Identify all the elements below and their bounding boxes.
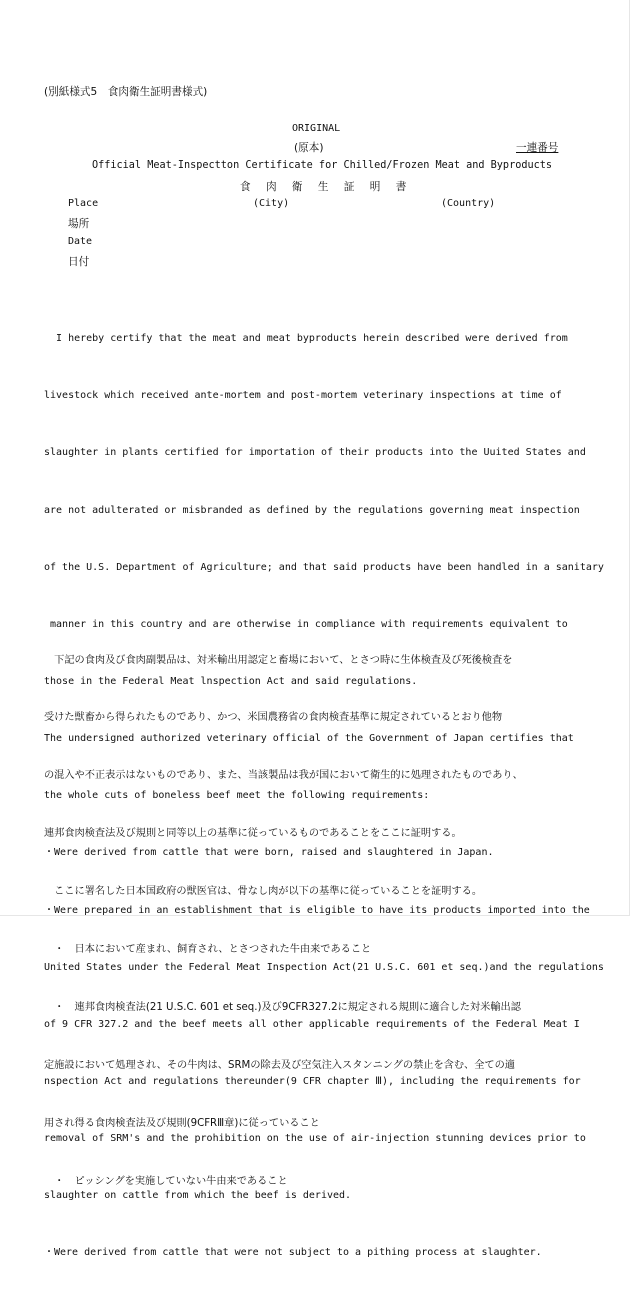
english-line: The undersigned authorized veterinary official of the Government of Japan certifies that bbox=[44, 733, 574, 745]
english-line: the whole cuts of boneless beef meet the following requirements: bbox=[44, 790, 430, 802]
english-line: manner in this country and are otherwise in compliance with requirements equivalent to bbox=[44, 618, 568, 630]
city-label: (City) bbox=[253, 198, 290, 209]
japanese-line: ・ 日本において産まれ、飼育され、とさつされた牛由来であること bbox=[44, 944, 372, 956]
country-label: (Country) bbox=[441, 198, 496, 209]
english-line: are not adulterated or misbranded as defined by the regulations governing meat inspection bbox=[44, 504, 580, 516]
japanese-line: 受けた獣畜から得られたものであり、かつ、米国農務省の食肉検査基準に規定されているとおり他物 bbox=[44, 712, 503, 724]
japanese-line: 下記の食肉及び食肉副製品は、対米輸出用認定と畜場において、とさつ時に生体検査及び死後検査を bbox=[44, 654, 513, 666]
english-line: slaughter on cattle from which the beef is derived. bbox=[44, 1190, 352, 1202]
english-line: slaughter in plants certified for importation of their products into the Uuited States and bbox=[44, 447, 586, 459]
english-line: I hereby certify that the meat and meat byproducts herein described were derived from bbox=[44, 333, 568, 345]
japanese-line: 用され得る食肉検査法及び規則(9CFRⅢ章)に従っていること bbox=[44, 1117, 320, 1129]
japanese-line: 連邦食肉検査法及び規則と同等以上の基準に従っているものであることをここに証明する。 bbox=[44, 828, 462, 840]
serial-number-label: 一連番号 bbox=[516, 142, 559, 154]
japanese-line: ・ 連邦食肉検査法(21 U.S.C. 601 et seq.)及び9CFR327.2に規定される規則に適合した対米輸出認 bbox=[44, 1001, 521, 1013]
english-line: nspection Act and regulations thereunder(9 CFR chapter Ⅲ), including the requirements for bbox=[44, 1075, 581, 1087]
english-line: of the U.S. Department of Agriculture; and that said products have been handled in a sanitary bbox=[44, 561, 604, 573]
english-line: removal of SRM's and the prohibition on the use of air-injection stunning devices prior to bbox=[44, 1133, 586, 1145]
english-line: of 9 CFR 327.2 and the beef meets all other applicable requirements of the Federal Meat I bbox=[44, 1018, 580, 1030]
date-label: Date bbox=[68, 236, 93, 247]
japanese-line: ・ ピッシングを実施していない牛由来であること bbox=[44, 1175, 288, 1187]
japanese-line: の混入や不正表示はないものであり、また、当該製品は我が国において衛生的に処理されたものであり、 bbox=[44, 770, 523, 782]
original-label: ORIGINAL bbox=[292, 123, 341, 134]
date-jp-label: 日付 bbox=[68, 256, 90, 268]
english-line: ・Were prepared in an establishment that is eligible to have its products imported into the bbox=[44, 904, 590, 916]
certificate-title-en: Official Meat-Inspectton Certificate for Chilled/Frozen Meat and Byproducts bbox=[92, 160, 553, 171]
english-line: livestock which received ante-mortem and post-mortem veterinary inspections at time of bbox=[44, 390, 562, 402]
english-line: those in the Federal Meat lnspection Act and said regulations. bbox=[44, 675, 418, 687]
japanese-line: ここに署名した日本国政府の獣医官は、骨なし肉が以下の基準に従っていることを証明する。 bbox=[44, 886, 483, 898]
place-jp-label: 場所 bbox=[68, 218, 90, 230]
place-label: Place bbox=[68, 198, 99, 209]
japanese-certification-block bbox=[44, 612, 523, 1230]
original-jp-label: (原本) bbox=[294, 142, 324, 154]
certificate-title-jp: 食 肉 衛 生 証 明 書 bbox=[240, 181, 413, 193]
form-label: (別紙様式5 食肉衛生証明書様式) bbox=[44, 86, 208, 98]
english-line: ・Were derived from cattle that were born, raised and slaughtered in Japan. bbox=[44, 847, 494, 859]
english-line: ・Were derived from cattle that were not subject to a pithing process at slaughter. bbox=[44, 1247, 542, 1259]
japanese-line: 定施設において処理され、その牛肉は、SRMの除去及び空気注入スタンニングの禁止を含む、全ての適 bbox=[44, 1059, 515, 1071]
english-line: United States under the Federal Meat Inspection Act(21 U.S.C. 601 et seq.)and the regulations bbox=[44, 961, 604, 973]
